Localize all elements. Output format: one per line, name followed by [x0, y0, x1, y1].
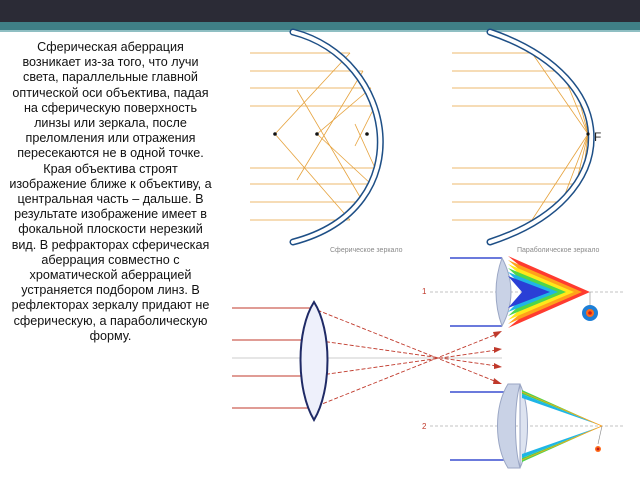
header-bar [0, 0, 640, 22]
spherical-mirror-caption: Сферическое зеркало [330, 247, 403, 254]
chromatic-figure-2 [430, 380, 630, 470]
focus-label: F [594, 130, 602, 144]
lens-label-1: 1 [422, 287, 427, 296]
spherical-mirror-figure [245, 28, 445, 258]
lens-label-2: 2 [422, 422, 427, 431]
slide-body-text: Сферическая аберрация возникает из-за того, что лучи света, параллельные главной оптической оси объектива, падая на сферическую поверхность линзы или зеркала, после преломления или отражения пересекаются не в одной точке. Края объектива строят изображение ближе к объективу, а центральная часть – дальше. В результате изображение имеет в фокальной плоскости нерезкий вид. В рефракторах сферическая аберрация совместно с хроматической аберрацией устраняется подбором линз. В рефлекторах зеркалу придают не сферическую, а параболическую форму. [9, 40, 212, 343]
parabolic-mirror-figure [450, 28, 630, 258]
chromatic-figure-1 [430, 250, 630, 330]
parabolic-mirror-caption: Параболическое зеркало [517, 247, 600, 254]
